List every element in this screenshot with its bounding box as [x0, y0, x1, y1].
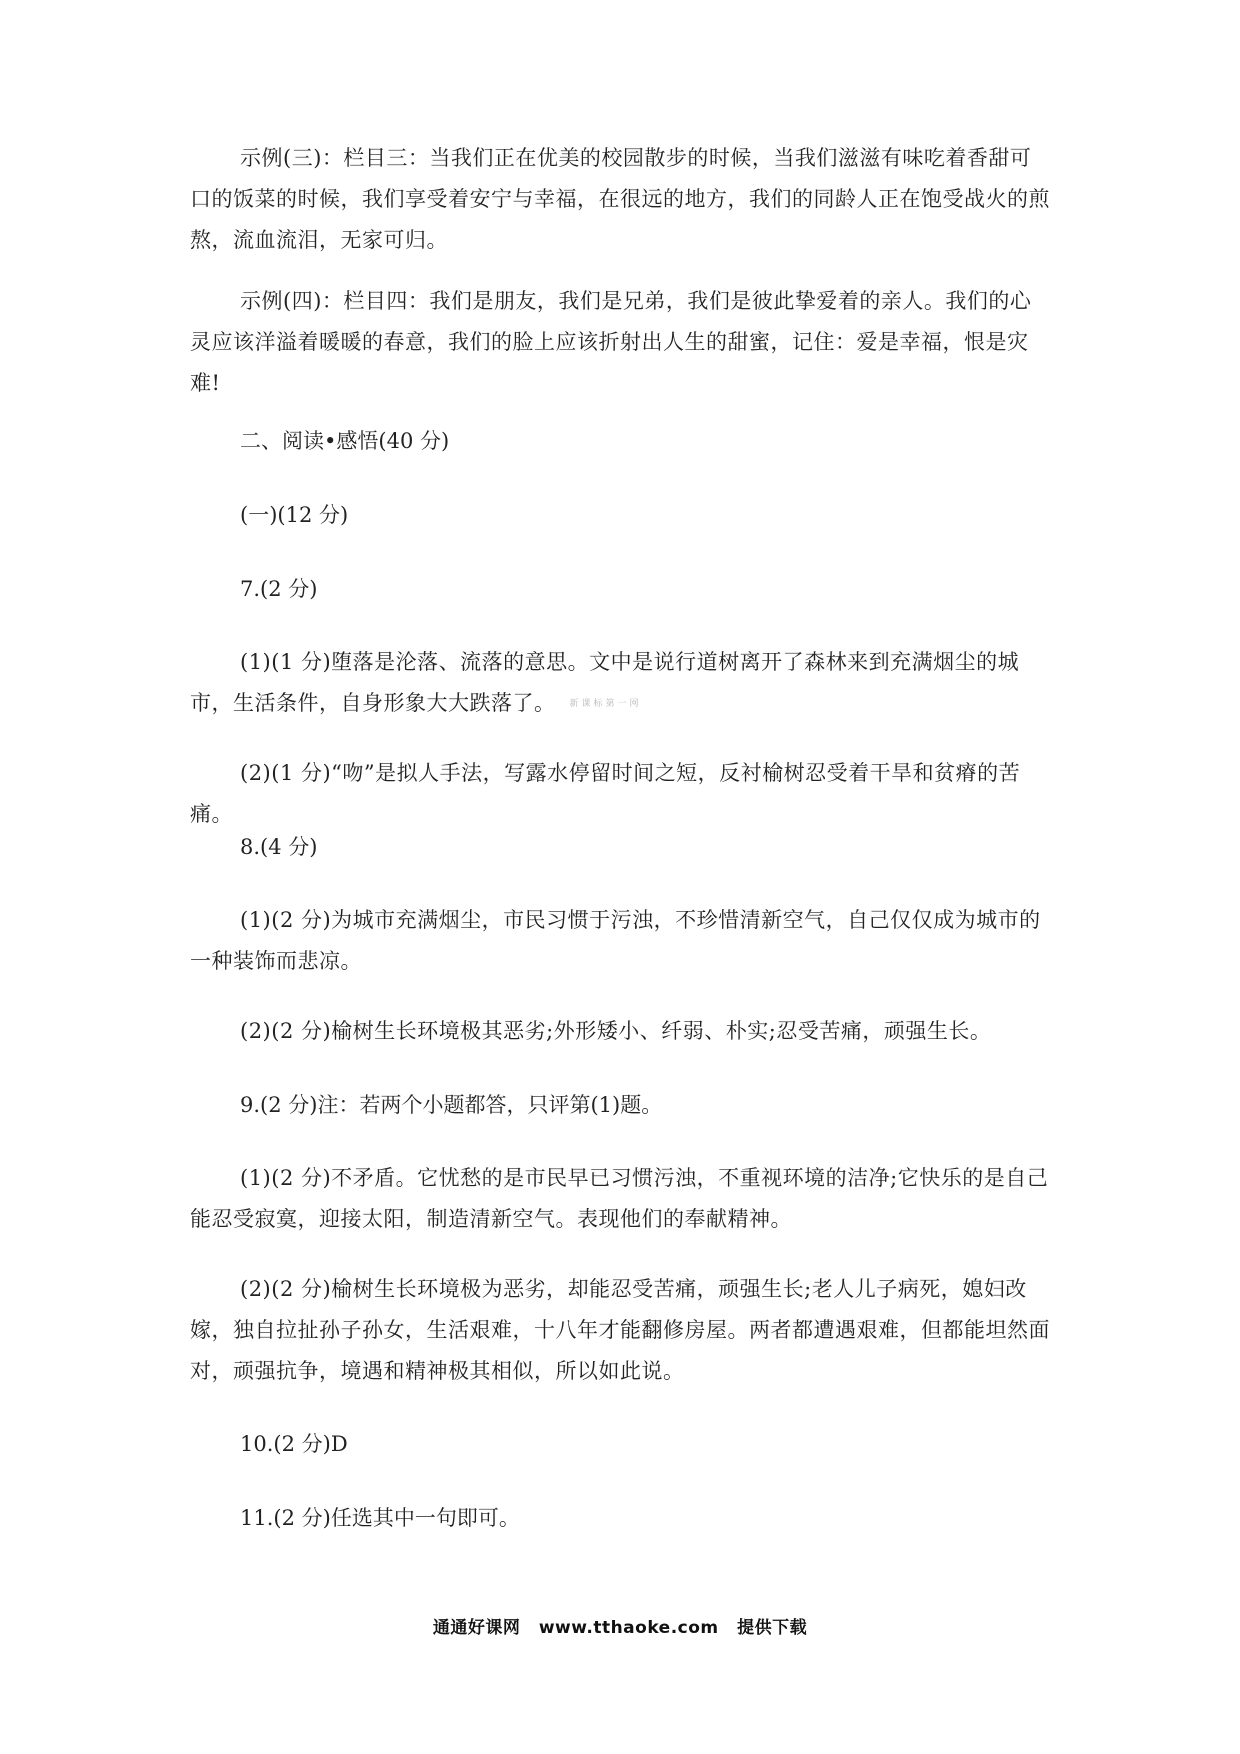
page-footer [0, 1613, 1240, 1638]
question-9-heading: 9.(2 分)注：若两个小题都答，只评第(1)题。 [240, 1093, 663, 1117]
answer-9-2: (2)(2 分)榆树生长环境极为恶劣，却能忍受苦痛，顽强生长;老人儿子病死，媳妇改嫁，独自拉扯孙子孙女，生活艰难，十八年才能翻修房屋。两者都遭遇艰难，但都能坦然面对，顽强抗争，境遇和精神极其相似，所以如此说。 [190, 1277, 1050, 1383]
answer-8-1: (1)(2 分)为城市充满烟尘，市民习惯于污浊，不珍惜清新空气，自己仅仅成为城市的一种装饰而悲凉。 [190, 908, 1041, 973]
footer-site-name: 通通好课网 [432, 1618, 521, 1638]
footer-url: www.tthaoke.com [538, 1618, 719, 1638]
paragraph-example-four: 示例(四)：栏目四：我们是朋友，我们是兄弟，我们是彼此挚爱着的亲人。我们的心灵应该洋溢着暖暖的春意，我们的脸上应该折射出人生的甜蜜，记住：爱是幸福，恨是灾难! [190, 289, 1032, 395]
footer-suffix: 提供下载 [737, 1618, 808, 1638]
question-7-heading: 7.(2 分) [240, 577, 318, 601]
question-10-answer: 10.(2 分)D [240, 1432, 348, 1456]
question-8-heading: 8.(4 分) [240, 835, 318, 859]
question-11-answer: 11.(2 分)任选其中一句即可。 [240, 1506, 520, 1530]
watermark-text: 新课标第一网 [569, 699, 642, 709]
paragraph-example-three: 示例(三)：栏目三：当我们正在优美的校园散步的时候，当我们滋滋有味吃着香甜可口的饭菜的时候，我们享受着安宁与幸福，在很远的地方，我们的同龄人正在饱受战火的煎熬，流血流泪，无家可归。 [190, 146, 1050, 252]
answer-7-1-text: (1)(1 分)堕落是沦落、流落的意思。文中是说行道树离开了森林来到充满烟尘的城市，生活条件，自身形象大大跌落了。 [190, 650, 1020, 715]
section-heading-reading: 二、阅读•感悟(40 分) [240, 429, 450, 453]
answer-8-2: (2)(2 分)榆树生长环境极其恶劣;外形矮小、纤弱、朴实;忍受苦痛，顽强生长。 [240, 1019, 992, 1043]
answer-7-2: (2)(1 分)“吻”是拟人手法，写露水停留时间之短，反衬榆树忍受着干旱和贫瘠的苦痛。 [190, 761, 1021, 826]
answer-7-1 [190, 642, 1050, 725]
subsection-heading-one: (一)(12 分) [240, 503, 349, 527]
answer-9-1: (1)(2 分)不矛盾。它忧愁的是市民早已习惯污浊，不重视环境的洁净;它快乐的是自己能忍受寂寞，迎接太阳，制造清新空气。表现他们的奉献精神。 [190, 1166, 1049, 1231]
